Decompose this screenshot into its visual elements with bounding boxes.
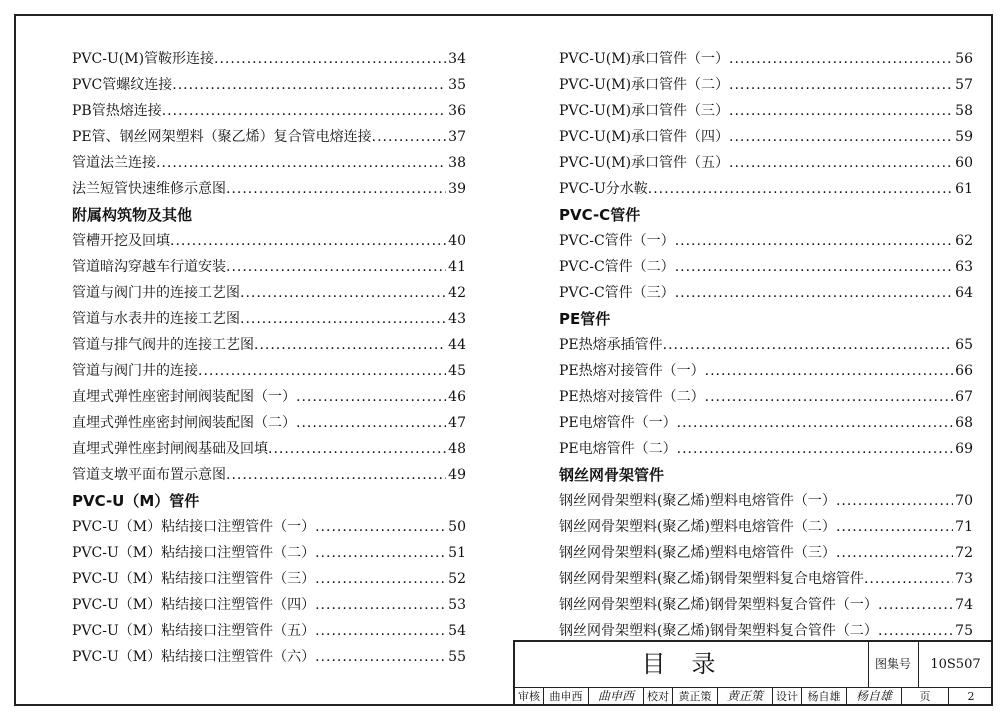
toc-leader-dots [836, 540, 953, 566]
toc-leader-dots [315, 592, 446, 618]
toc-entry[interactable] [72, 462, 466, 488]
toc-leader-dots [675, 254, 953, 280]
design-label: 设计 [773, 687, 802, 706]
toc-entry-title: 直埋式弹性座密封闸阀装配图（一） [72, 389, 296, 405]
review-label: 审核 [515, 687, 544, 706]
toc-entry-title: PE热熔对接管件（一） [559, 363, 705, 379]
toc-leader-dots [240, 306, 446, 332]
toc-entry-page: 39 [448, 181, 466, 197]
toc-leader-dots [729, 46, 953, 72]
toc-leader-dots [214, 46, 446, 72]
toc-section-heading: PVC-C管件 [559, 206, 641, 224]
toc-entry-page: 34 [448, 51, 466, 67]
toc-entry[interactable] [559, 514, 973, 540]
page-number: 2 [967, 690, 975, 703]
atlas-number-label: 图集号 [868, 642, 919, 687]
toc-entry-title: 直埋式弹性座封闸阀基础及回填 [72, 441, 268, 457]
toc-leader-dots [172, 72, 446, 98]
toc-entry[interactable] [72, 358, 466, 384]
toc-entry-page: 62 [955, 233, 973, 249]
toc-entry-page: 37 [448, 129, 466, 145]
toc-entry-title: PVC-U(M)承口管件（二） [559, 77, 730, 93]
toc-entry-title: PVC-U（M）粘结接口注塑管件（二） [72, 545, 316, 561]
toc-entry-title: PE热熔承插管件 [559, 337, 663, 353]
toc-leader-dots [372, 124, 447, 150]
toc-entry-title: 法兰短管快速维修示意图 [72, 181, 226, 197]
toc-entry-title: PVC-U（M）粘结接口注塑管件（一） [72, 519, 316, 535]
toc-entry-title: PVC-U（M）粘结接口注塑管件（三） [72, 571, 316, 587]
toc-leader-dots [162, 98, 446, 124]
checker-signature [718, 687, 773, 706]
toc-entry[interactable] [559, 358, 973, 384]
toc-entry[interactable] [72, 618, 466, 644]
toc-entry[interactable] [559, 98, 973, 124]
toc-entry-page: 42 [448, 285, 466, 301]
toc-entry-page: 45 [448, 363, 466, 379]
toc-section-heading: 附属构筑物及其他 [72, 206, 193, 224]
toc-leader-dots [705, 384, 954, 410]
toc-leader-dots [705, 358, 954, 384]
toc-leader-dots [729, 72, 953, 98]
toc-entry-title: 管道与阀门井的连接 [72, 363, 198, 379]
toc-entry-page: 53 [448, 597, 466, 613]
toc-entry-page: 72 [955, 545, 973, 561]
toc-leader-dots [677, 436, 954, 462]
toc-entry[interactable] [559, 540, 973, 566]
toc-entry-title: 管道支墩平面布置示意图 [72, 467, 226, 483]
toc-entry-page: 48 [448, 441, 466, 457]
toc-leader-dots [836, 488, 953, 514]
toc-entry-title: PE电熔管件（一） [559, 415, 677, 431]
toc-entry-page: 50 [448, 519, 466, 535]
toc-entry-title: 管道与阀门井的连接工艺图 [72, 285, 240, 301]
toc-entry-title: PVC-U(M)承口管件（四） [559, 129, 730, 145]
toc-entry-title: PVC-U（M）粘结接口注塑管件（六） [72, 649, 316, 665]
toc-entry-page: 59 [955, 129, 973, 145]
toc-entry[interactable] [72, 566, 466, 592]
toc-leader-dots [254, 332, 446, 358]
toc-entry-title: PVC管螺纹连接 [72, 77, 173, 93]
toc-entry-title: PE热熔对接管件（二） [559, 389, 705, 405]
toc-leader-dots [675, 280, 953, 306]
toc-entry-page: 35 [448, 77, 466, 93]
toc-section-heading: PE管件 [559, 310, 611, 328]
toc-entry-title: 管道法兰连接 [72, 155, 156, 171]
toc-entry-page: 60 [955, 155, 973, 171]
toc-entry-page: 68 [955, 415, 973, 431]
toc-leader-dots [864, 566, 953, 592]
toc-entry-page: 44 [448, 337, 466, 353]
designer-name: 杨自雄 [802, 687, 847, 706]
toc-entry[interactable] [72, 72, 466, 98]
toc-leader-dots [170, 228, 446, 254]
reviewer-name: 曲申西 [544, 687, 589, 706]
toc-entry[interactable] [72, 124, 466, 150]
toc-entry[interactable] [72, 98, 466, 124]
toc-leader-dots [315, 540, 446, 566]
toc-entry-title: PVC-C管件（三） [559, 285, 675, 301]
toc-entry-page: 65 [955, 337, 973, 353]
toc-entry-title: PVC-U（M）粘结接口注塑管件（四） [72, 597, 316, 613]
toc-entry-title: PVC-U(M)承口管件（一） [559, 51, 730, 67]
toc-entry[interactable] [72, 280, 466, 306]
atlas-number: 10S507 [930, 657, 981, 672]
check-label: 校对 [644, 687, 673, 706]
toc-entry-page: 71 [955, 519, 973, 535]
toc-entry[interactable] [72, 46, 466, 72]
toc-entry-page: 64 [955, 285, 973, 301]
toc-section-heading: 钢丝网骨架管件 [559, 466, 665, 484]
checker-name: 黄正策 [673, 687, 718, 706]
toc-entry[interactable] [559, 176, 973, 202]
toc-entry[interactable] [559, 254, 973, 280]
toc-entry[interactable] [72, 592, 466, 618]
toc-entry-title: 钢丝网骨架塑料(聚乙烯)塑料电熔管件（二） [559, 519, 836, 535]
toc-entry-title: PB管热熔连接 [72, 103, 162, 119]
toc-entry[interactable] [559, 384, 973, 410]
toc-entry-page: 63 [955, 259, 973, 275]
toc-leader-dots [729, 124, 953, 150]
toc-entry-title: 钢丝网骨架塑料(聚乙烯)钢骨架塑料复合电熔管件 [559, 571, 864, 587]
toc-leader-dots [315, 618, 446, 644]
sheet-title: 目录 [515, 642, 869, 687]
toc-entry-title: PVC-C管件（二） [559, 259, 675, 275]
checker-signature-text: 黄正策 [726, 689, 763, 703]
toc-leader-dots [268, 436, 446, 462]
toc-entry-page: 51 [448, 545, 466, 561]
designer-signature [847, 687, 902, 706]
toc-entry-page: 49 [448, 467, 466, 483]
toc-entry[interactable] [72, 436, 466, 462]
toc-entry-title: PVC-U(M)管鞍形连接 [72, 51, 215, 67]
toc-entry-title: PVC-U（M）粘结接口注塑管件（五） [72, 623, 316, 639]
toc-entry[interactable] [559, 150, 973, 176]
toc-leader-dots [315, 514, 446, 540]
toc-entry[interactable] [72, 384, 466, 410]
toc-entry[interactable] [559, 566, 973, 592]
toc-leader-dots [296, 384, 446, 410]
toc-entry-page: 52 [448, 571, 466, 587]
toc-entry-page: 43 [448, 311, 466, 327]
toc-entry-title: PVC-C管件（一） [559, 233, 675, 249]
toc-entry[interactable] [72, 540, 466, 566]
toc-entry-page: 61 [955, 181, 973, 197]
toc-leader-dots [156, 150, 446, 176]
toc-leader-dots [729, 150, 953, 176]
toc-entry-page: 70 [955, 493, 973, 509]
toc-leader-dots [648, 176, 953, 202]
toc-entry[interactable] [72, 228, 466, 254]
toc-entry[interactable] [72, 332, 466, 358]
toc-entry-page: 40 [448, 233, 466, 249]
toc-entry[interactable] [559, 280, 973, 306]
toc-entry[interactable] [72, 514, 466, 540]
toc-entry[interactable] [72, 410, 466, 436]
toc-right-column [559, 46, 973, 644]
toc-leader-dots [240, 280, 446, 306]
toc-entry[interactable] [72, 306, 466, 332]
toc-entry[interactable] [559, 488, 973, 514]
toc-entry-title: PVC-U(M)承口管件（三） [559, 103, 730, 119]
toc-entry[interactable] [559, 592, 973, 618]
toc-entry[interactable] [559, 436, 973, 462]
toc-leader-dots [315, 644, 446, 670]
page-label: 页 [902, 687, 949, 706]
toc-entry[interactable] [559, 72, 973, 98]
toc-entry-title: 管槽开挖及回填 [72, 233, 170, 249]
designer-signature-text: 杨自雄 [855, 689, 892, 703]
toc-entry-title: 钢丝网骨架塑料(聚乙烯)钢骨架塑料复合管件（二） [559, 623, 878, 639]
reviewer-signature [589, 687, 644, 706]
toc-leader-dots [729, 98, 953, 124]
toc-leader-dots [296, 410, 446, 436]
toc-entry[interactable] [72, 254, 466, 280]
toc-entry-page: 58 [955, 103, 973, 119]
toc-entry-page: 73 [955, 571, 973, 587]
toc-entry-title: PVC-U(M)承口管件（五） [559, 155, 730, 171]
toc-section-heading: PVC-U（M）管件 [72, 492, 200, 510]
reviewer-signature-text: 曲申西 [597, 689, 634, 703]
toc-entry-page: 47 [448, 415, 466, 431]
toc-entry-page: 75 [955, 623, 973, 639]
toc-entry[interactable] [559, 124, 973, 150]
toc-leader-dots [315, 566, 446, 592]
toc-entry-title: 钢丝网骨架塑料(聚乙烯)塑料电熔管件（三） [559, 545, 836, 561]
toc-entry[interactable] [72, 176, 466, 202]
toc-entry-page: 56 [955, 51, 973, 67]
toc-leader-dots [198, 358, 446, 384]
toc-entry[interactable] [559, 228, 973, 254]
toc-entry[interactable] [559, 332, 973, 358]
toc-entry-title: 钢丝网骨架塑料(聚乙烯)钢骨架塑料复合管件（一） [559, 597, 878, 613]
toc-entry-page: 66 [955, 363, 973, 379]
toc-leader-dots [663, 332, 954, 358]
toc-entry-title: 钢丝网骨架塑料(聚乙烯)塑料电熔管件（一） [559, 493, 836, 509]
toc-entry-title: 管道暗沟穿越车行道安装 [72, 259, 226, 275]
toc-leader-dots [878, 592, 953, 618]
toc-entry-title: PE电熔管件（二） [559, 441, 677, 457]
toc-entry-title: 管道与水表井的连接工艺图 [72, 311, 240, 327]
toc-entry-page: 38 [448, 155, 466, 171]
toc-entry-title: 直埋式弹性座密封闸阀装配图（二） [72, 415, 296, 431]
toc-entry-page: 55 [448, 649, 466, 665]
toc-leader-dots [836, 514, 953, 540]
toc-entry-page: 41 [448, 259, 466, 275]
toc-entry-page: 57 [955, 77, 973, 93]
toc-leader-dots [677, 410, 954, 436]
toc-entry[interactable] [559, 46, 973, 72]
toc-entry-page: 69 [955, 441, 973, 457]
toc-leader-dots [226, 462, 446, 488]
toc-leader-dots [226, 254, 446, 280]
toc-entry-page: 46 [448, 389, 466, 405]
toc-entry[interactable] [559, 410, 973, 436]
title-block [513, 640, 993, 706]
toc-leader-dots [226, 176, 446, 202]
toc-entry-page: 67 [955, 389, 973, 405]
toc-entry-title: 管道与排气阀井的连接工艺图 [72, 337, 254, 353]
toc-entry-title: PVC-U分水鞍 [559, 181, 648, 197]
toc-entry-page: 54 [448, 623, 466, 639]
toc-entry[interactable] [72, 644, 466, 670]
toc-entry-page: 36 [448, 103, 466, 119]
toc-left-column [72, 46, 466, 670]
toc-entry-title: PE管、钢丝网架塑料（聚乙烯）复合管电熔连接 [72, 129, 372, 145]
toc-leader-dots [675, 228, 953, 254]
toc-entry[interactable] [72, 150, 466, 176]
toc-entry-page: 74 [955, 597, 973, 613]
